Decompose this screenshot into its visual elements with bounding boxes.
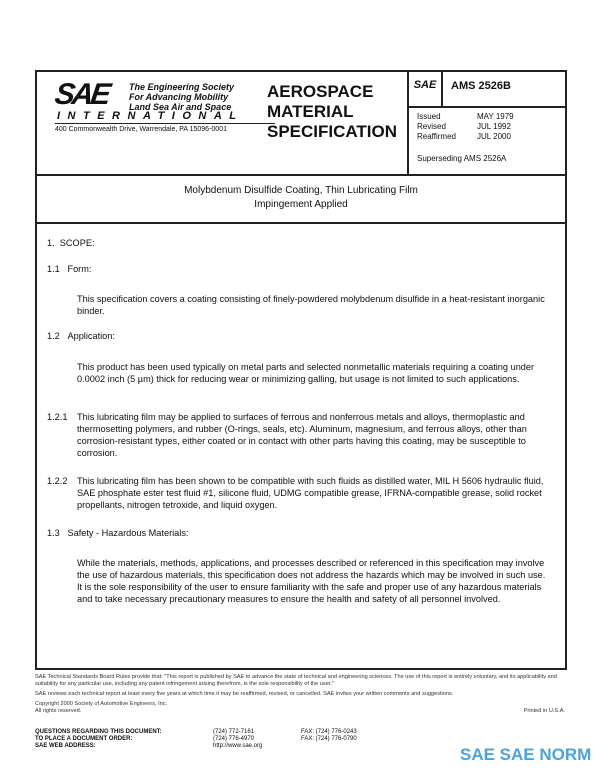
title-line: Molybdenum Disulfide Coating, Thin Lubricating Film: [184, 185, 418, 196]
section-text: This lubricating film has been shown to be compatible with such fluids as distilled water, MIL H 5606 hydraulic fluid, SAE phosphate ester test fluid #1, silicone fluid, UDMG compatible grease, IFRNA-compatible grease, solid rocket propellants, nitrogen tetroxide, and liquid oxygen.: [77, 476, 544, 510]
international: INTERNATIONAL: [57, 110, 244, 122]
section-heading: Application:: [67, 331, 115, 341]
divider: [55, 123, 275, 124]
tagline-line: The Engineering Society: [129, 82, 235, 92]
review-notice: SAE reviews each technical report at least every five years at which time it may be reaffirmed, revised, or cancelled. SAE invites your written comments and suggestions.: [35, 691, 454, 697]
section-text: This specification covers a coating consisting of finely-powdered molybdenum disulfide in a heat-resistant inorganic binder.: [77, 294, 545, 316]
tagline-line: Land Sea Air and Space: [129, 102, 232, 112]
board-notice: SAE Technical Standards Board Rules provide that: "This report is published by SAE to advance the state of technical and engineering sciences. The use of this report is entirely voluntary, and its applicability and suitability for any particular use, including any patent infringement arising therefrom, is the sole responsibility of the user.": [35, 674, 557, 687]
footer: [35, 674, 565, 715]
spec-number: AMS 2526B: [451, 80, 511, 92]
header: [37, 72, 565, 176]
date-list: [417, 112, 514, 142]
rights: All rights reserved.: [35, 708, 82, 714]
date-label: Reaffirmed: [417, 132, 456, 141]
doc-type-line: MATERIAL: [267, 102, 354, 121]
sae-small-logo: SAE: [409, 72, 443, 106]
section-num: 1.2.1: [47, 412, 68, 422]
section-heading: Form:: [67, 264, 92, 274]
section-1-3: [47, 527, 188, 539]
date-row: [417, 132, 514, 142]
section-text: This product has been used typically on metal parts and selected nonmetallic materials requiring a coating under 0.0002 inch (5 µm) thick for reducing wear or minimizing galling, but usage is not limited to such applications.: [77, 362, 535, 384]
date-row: [417, 122, 514, 132]
section-heading: Safety - Hazardous Materials:: [67, 528, 189, 538]
date-row: [417, 112, 514, 122]
contact-row: [35, 743, 357, 750]
doc-type: [267, 82, 397, 142]
date-value: JUL 2000: [477, 132, 511, 141]
contact-label: TO PLACE A DOCUMENT ORDER:: [35, 736, 133, 742]
doc-type-line: AEROSPACE: [267, 82, 374, 101]
section-text: This lubricating film may be applied to surfaces of ferrous and nonferrous metals and alloys, thermoplastic and thermosetting polymers, and rubber (O-rings, seals, etc). Aluminum, magnesium, and ferrous alloys, other than corrosion-resistant types, either coated or in contact with other parts having this coating, may be susceptible to corrosion.: [77, 412, 527, 458]
section-1-1: [47, 263, 91, 275]
contacts: [35, 729, 357, 750]
contact-row: [35, 729, 357, 736]
contact-label: QUESTIONS REGARDING THIS DOCUMENT:: [35, 729, 162, 735]
section-num: 1.2: [47, 331, 60, 341]
contact-phone: (724) 772-7161: [213, 729, 255, 735]
printed: Printed in U.S.A.: [523, 708, 565, 714]
copyright: Copyright 2000 Society of Automotive Engineers, Inc.: [35, 701, 168, 707]
address: 400 Commonwealth Drive, Warrendale, PA 15096-0001: [55, 126, 227, 133]
date-label: Revised: [417, 122, 446, 131]
superseding: Superseding AMS 2526A: [417, 154, 507, 163]
section-num: 1.2.2: [47, 476, 68, 486]
section-num: 1.1: [47, 264, 60, 274]
title-line: Impingement Applied: [254, 199, 348, 210]
spec-frame: [35, 70, 567, 670]
sae-norm-watermark: SAE SAE NORM: [460, 745, 592, 764]
section-heading: SCOPE:: [59, 238, 95, 248]
date-label: Issued: [417, 112, 441, 121]
contact-fax: FAX: (724) 776-0243: [301, 729, 357, 735]
spec-box: [407, 72, 567, 174]
date-value: MAY 1979: [477, 112, 514, 121]
section-num: 1.3: [47, 528, 60, 538]
tagline-line: For Advancing Mobility: [129, 92, 229, 102]
contact-label: SAE WEB ADDRESS:: [35, 743, 96, 749]
sae-logo: [52, 78, 244, 133]
section-1-2: [47, 330, 115, 342]
contact-row: [35, 736, 357, 743]
logo-text: SAE: [52, 78, 111, 111]
doc-title: [37, 174, 565, 224]
section-text: While the materials, methods, applications, and processes described or referenced in this specification may involve the use of hazardous materials, this specification does not address the hazards which may be involved in such use. It is the sole responsibility of the user to ensure familiarity with the safe and proper use of any hazardous materials and to take necessary precautionary measures to ensure the health and safety of all personnel involved.: [77, 558, 546, 604]
doc-type-line: SPECIFICATION: [267, 122, 398, 141]
section-1: [47, 237, 95, 249]
tagline: [129, 82, 269, 112]
web-address[interactable]: http://www.sae.org: [213, 743, 263, 749]
contact-phone: (724) 776-4970: [213, 736, 255, 742]
date-value: JUL 1992: [477, 122, 511, 131]
contact-fax: FAX: (724) 776-0790: [301, 736, 357, 742]
section-num: 1.: [47, 238, 55, 248]
